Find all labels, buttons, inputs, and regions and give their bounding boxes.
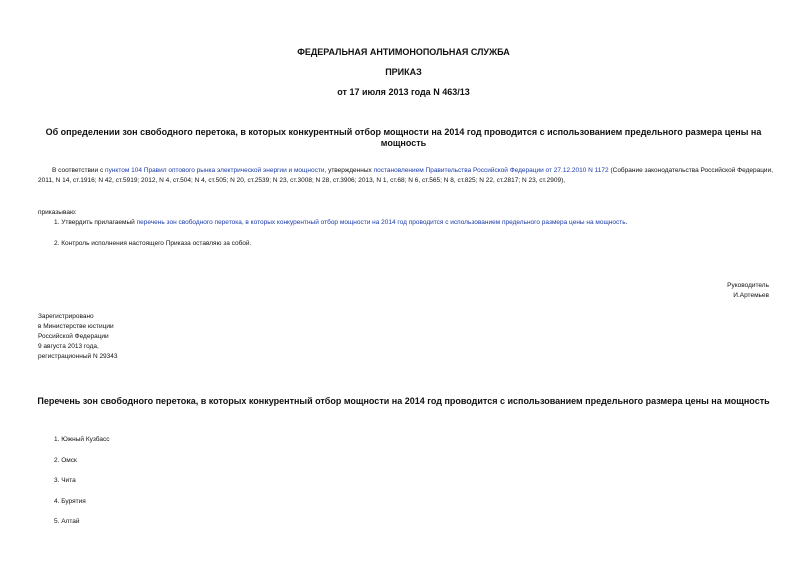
document-type: ПРИКАЗ xyxy=(385,67,422,77)
document-title: Об определении зон свободного перетока, в которых конкурентный отбор мощности на 2014 год проводится с использованием предельного размера цены на мощность xyxy=(45,127,762,148)
preamble-text-1: В соответствии с xyxy=(52,167,106,174)
document-date-number: от 17 июля 2013 года N 463/13 xyxy=(337,87,470,97)
zone-item: 4. Бурятия xyxy=(54,498,86,505)
zones-list-title: Перечень зон свободного перетока, в которых конкурентный отбор мощности на 2014 год проводится с использованием предельного размера цены на мощность xyxy=(37,396,770,406)
registration-line-2: в Министерстве юстиции xyxy=(38,323,114,330)
zones-list-link[interactable]: перечень зон свободного перетока, в которых конкурентный отбор мощности на 2014 год проводится с использованием предельного размера цены на мощность xyxy=(136,219,626,226)
signature-role: Руководитель xyxy=(727,282,769,289)
order-item-1-suffix: . xyxy=(625,219,628,226)
preamble-paragraph xyxy=(38,166,773,186)
preamble-text-2: , утвержденных xyxy=(324,167,374,174)
registration-line-4: 9 августа 2013 года, xyxy=(38,343,99,350)
resolution-link[interactable]: постановлением Правительства Российской Федерации от 27.12.2010 N 1172 xyxy=(373,167,609,174)
order-word: приказываю: xyxy=(38,209,77,216)
zone-item: 2. Омск xyxy=(54,457,77,464)
agency-name: ФЕДЕРАЛЬНАЯ АНТИМОНОПОЛЬНАЯ СЛУЖБА xyxy=(297,47,510,57)
registration-line-5: регистрационный N 29343 xyxy=(38,353,118,360)
zone-item: 3. Чита xyxy=(54,477,76,484)
zone-item: 1. Южный Кузбасс xyxy=(54,436,110,443)
zone-item: 5. Алтай xyxy=(54,518,80,525)
registration-line-1: Зарегистрировано xyxy=(38,313,94,320)
order-item-2: 2. Контроль исполнения настоящего Приказа оставляю за собой. xyxy=(54,240,252,247)
preamble-text-3: (Собрание законодательства Российской Федерации, 2011, N 14, ст.1916; N 42, ст.5919; 2012, N 4, ст.504; N 4, ст.505; N 20, ст.2539; N 23, ст.3008; N 28, ст.3906; 2013, N 1, ст.68; N 6, ст.565; N 8, ст.825; N 22, ст.2817; N 23, ст.2909), xyxy=(38,167,773,184)
order-item-1 xyxy=(54,218,774,228)
rules-link[interactable]: пунктом 104 Правил оптового рынка электрической энергии и мощности xyxy=(105,167,325,174)
signature-name: И.Артемьев xyxy=(733,292,769,299)
order-item-1-prefix: 1. Утвердить прилагаемый xyxy=(54,219,137,226)
registration-line-3: Российской Федерации xyxy=(38,333,109,340)
